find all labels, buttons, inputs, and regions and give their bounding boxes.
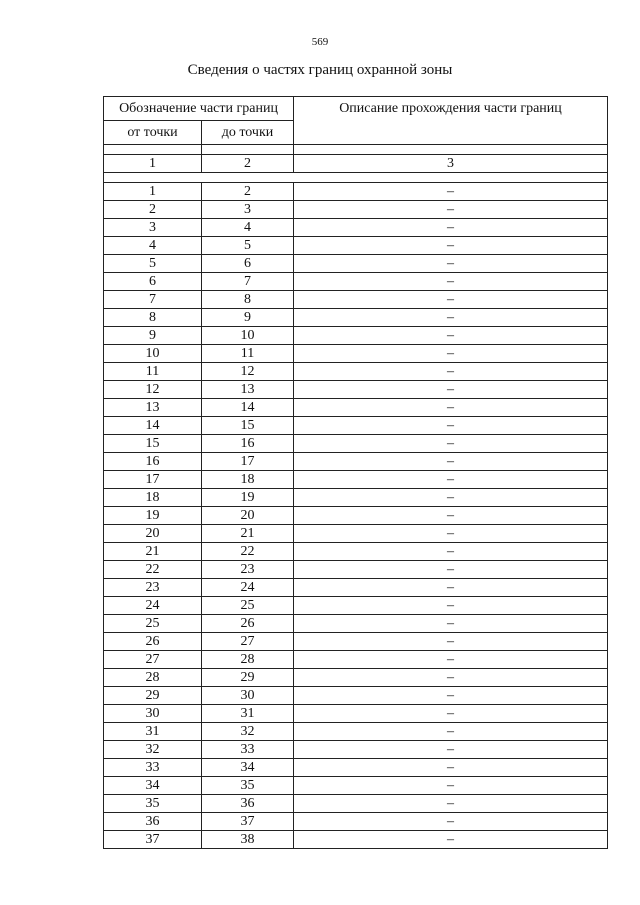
to-point-cell: 34 [202, 759, 294, 777]
table-row [104, 651, 608, 669]
description-cell: – [294, 399, 608, 417]
description-cell: – [294, 381, 608, 399]
to-point-cell: 36 [202, 795, 294, 813]
column-number: 2 [202, 155, 294, 173]
description-cell: – [294, 579, 608, 597]
to-point-cell: 3 [202, 201, 294, 219]
column-number: 3 [294, 155, 608, 173]
description-cell: – [294, 651, 608, 669]
table-row [104, 525, 608, 543]
table-row [104, 363, 608, 381]
table-row [104, 345, 608, 363]
from-point-cell: 36 [104, 813, 202, 831]
page-number: 569 [311, 36, 329, 48]
table-row [104, 615, 608, 633]
description-cell: – [294, 831, 608, 849]
to-point-cell: 14 [202, 399, 294, 417]
description-cell: – [294, 273, 608, 291]
to-point-cell: 22 [202, 543, 294, 561]
from-point-cell: 25 [104, 615, 202, 633]
table-row [104, 291, 608, 309]
table-row [104, 561, 608, 579]
table-row [104, 273, 608, 291]
to-point-cell: 12 [202, 363, 294, 381]
header-description: Описание прохождения части границ [294, 97, 608, 145]
from-point-cell: 14 [104, 417, 202, 435]
from-point-cell: 21 [104, 543, 202, 561]
description-cell: – [294, 777, 608, 795]
to-point-cell: 8 [202, 291, 294, 309]
table-row [104, 687, 608, 705]
to-point-cell: 24 [202, 579, 294, 597]
column-number-row [104, 155, 608, 173]
from-point-cell: 10 [104, 345, 202, 363]
table-row [104, 795, 608, 813]
to-point-cell: 11 [202, 345, 294, 363]
from-point-cell: 20 [104, 525, 202, 543]
table-row [104, 759, 608, 777]
to-point-cell: 15 [202, 417, 294, 435]
from-point-cell: 37 [104, 831, 202, 849]
table-row [104, 453, 608, 471]
table-row [104, 741, 608, 759]
from-point-cell: 17 [104, 471, 202, 489]
from-point-cell: 34 [104, 777, 202, 795]
description-cell: – [294, 705, 608, 723]
from-point-cell: 8 [104, 309, 202, 327]
to-point-cell: 13 [202, 381, 294, 399]
from-point-cell: 30 [104, 705, 202, 723]
description-cell: – [294, 741, 608, 759]
description-cell: – [294, 507, 608, 525]
to-point-cell: 10 [202, 327, 294, 345]
from-point-cell: 22 [104, 561, 202, 579]
spacer-row [104, 145, 608, 155]
description-cell: – [294, 633, 608, 651]
from-point-cell: 16 [104, 453, 202, 471]
to-point-cell: 16 [202, 435, 294, 453]
table-row [104, 399, 608, 417]
table-row [104, 417, 608, 435]
table-row [104, 327, 608, 345]
to-point-cell: 33 [202, 741, 294, 759]
to-point-cell: 21 [202, 525, 294, 543]
table-row [104, 183, 608, 201]
table-row [104, 381, 608, 399]
from-point-cell: 29 [104, 687, 202, 705]
from-point-cell: 19 [104, 507, 202, 525]
to-point-cell: 27 [202, 633, 294, 651]
header-from-point: от точки [104, 121, 202, 145]
table-body [104, 145, 608, 849]
table-row [104, 705, 608, 723]
description-cell: – [294, 687, 608, 705]
table-row [104, 435, 608, 453]
description-cell: – [294, 759, 608, 777]
to-point-cell: 31 [202, 705, 294, 723]
from-point-cell: 5 [104, 255, 202, 273]
table-row [104, 777, 608, 795]
table-row [104, 255, 608, 273]
description-cell: – [294, 201, 608, 219]
table-row [104, 579, 608, 597]
to-point-cell: 9 [202, 309, 294, 327]
to-point-cell: 35 [202, 777, 294, 795]
table-row [104, 633, 608, 651]
from-point-cell: 33 [104, 759, 202, 777]
from-point-cell: 1 [104, 183, 202, 201]
description-cell: – [294, 327, 608, 345]
description-cell: – [294, 435, 608, 453]
to-point-cell: 6 [202, 255, 294, 273]
to-point-cell: 29 [202, 669, 294, 687]
from-point-cell: 7 [104, 291, 202, 309]
description-cell: – [294, 723, 608, 741]
description-cell: – [294, 543, 608, 561]
from-point-cell: 9 [104, 327, 202, 345]
description-cell: – [294, 237, 608, 255]
from-point-cell: 2 [104, 201, 202, 219]
to-point-cell: 5 [202, 237, 294, 255]
to-point-cell: 4 [202, 219, 294, 237]
from-point-cell: 13 [104, 399, 202, 417]
description-cell: – [294, 795, 608, 813]
to-point-cell: 26 [202, 615, 294, 633]
from-point-cell: 11 [104, 363, 202, 381]
description-cell: – [294, 813, 608, 831]
to-point-cell: 30 [202, 687, 294, 705]
table-row [104, 309, 608, 327]
to-point-cell: 32 [202, 723, 294, 741]
table-row [104, 813, 608, 831]
table-row [104, 669, 608, 687]
description-cell: – [294, 291, 608, 309]
description-cell: – [294, 471, 608, 489]
table-row [104, 543, 608, 561]
to-point-cell: 38 [202, 831, 294, 849]
from-point-cell: 3 [104, 219, 202, 237]
to-point-cell: 19 [202, 489, 294, 507]
table-row [104, 237, 608, 255]
from-point-cell: 31 [104, 723, 202, 741]
from-point-cell: 23 [104, 579, 202, 597]
from-point-cell: 4 [104, 237, 202, 255]
description-cell: – [294, 345, 608, 363]
description-cell: – [294, 309, 608, 327]
to-point-cell: 7 [202, 273, 294, 291]
description-cell: – [294, 363, 608, 381]
table-row [104, 831, 608, 849]
header-boundary-designation: Обозначение части границ [104, 97, 294, 121]
table-row [104, 489, 608, 507]
from-point-cell: 26 [104, 633, 202, 651]
table-row [104, 201, 608, 219]
description-cell: – [294, 597, 608, 615]
table-row [104, 471, 608, 489]
boundary-parts-table [103, 96, 608, 849]
from-point-cell: 27 [104, 651, 202, 669]
description-cell: – [294, 417, 608, 435]
to-point-cell: 37 [202, 813, 294, 831]
document-title: Сведения о частях границ охранной зоны [187, 62, 453, 78]
to-point-cell: 28 [202, 651, 294, 669]
to-point-cell: 25 [202, 597, 294, 615]
to-point-cell: 17 [202, 453, 294, 471]
description-cell: – [294, 255, 608, 273]
to-point-cell: 2 [202, 183, 294, 201]
description-cell: – [294, 669, 608, 687]
to-point-cell: 20 [202, 507, 294, 525]
description-cell: – [294, 489, 608, 507]
description-cell: – [294, 183, 608, 201]
from-point-cell: 6 [104, 273, 202, 291]
description-cell: – [294, 615, 608, 633]
from-point-cell: 18 [104, 489, 202, 507]
from-point-cell: 32 [104, 741, 202, 759]
to-point-cell: 23 [202, 561, 294, 579]
description-cell: – [294, 219, 608, 237]
description-cell: – [294, 525, 608, 543]
from-point-cell: 15 [104, 435, 202, 453]
from-point-cell: 12 [104, 381, 202, 399]
from-point-cell: 24 [104, 597, 202, 615]
description-cell: – [294, 453, 608, 471]
table-row [104, 597, 608, 615]
from-point-cell: 35 [104, 795, 202, 813]
table-row [104, 723, 608, 741]
description-cell: – [294, 561, 608, 579]
table-row [104, 219, 608, 237]
column-number: 1 [104, 155, 202, 173]
table-row [104, 507, 608, 525]
to-point-cell: 18 [202, 471, 294, 489]
spacer-row [104, 173, 608, 183]
header-to-point: до точки [202, 121, 294, 145]
from-point-cell: 28 [104, 669, 202, 687]
